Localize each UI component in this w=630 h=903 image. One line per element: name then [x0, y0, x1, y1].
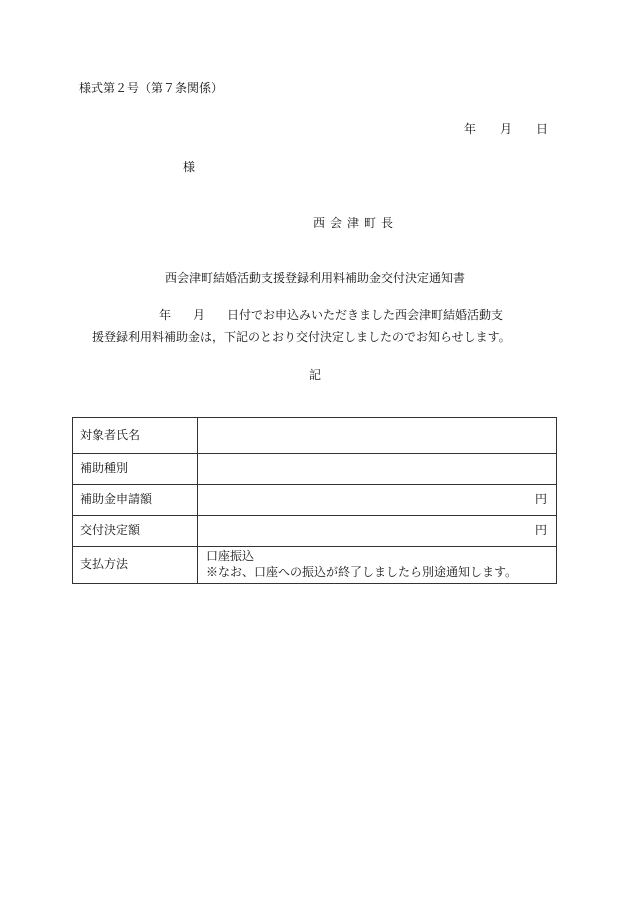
row-label: 補助種別 — [73, 454, 198, 485]
table-row — [73, 547, 557, 584]
body-line-2: 援登録利用料補助金は，下記のとおり交付決定しましたのでお知らせします。 — [92, 330, 511, 344]
issuer: 西会津町長 — [313, 216, 399, 230]
ki-heading: 記 — [308, 368, 321, 382]
form-number: 様式第２号（第７条関係） — [79, 81, 224, 95]
row-value — [198, 454, 557, 485]
date-year: 年 — [463, 122, 476, 136]
decision-table — [72, 417, 557, 584]
payment-method-value: 口座振込 — [206, 549, 255, 564]
body-year: 年 — [159, 308, 172, 322]
row-value — [198, 418, 557, 454]
row-label: 補助金申請額 — [73, 485, 198, 516]
table-row — [73, 454, 557, 485]
date-day: 日 — [535, 122, 548, 136]
addressee: 様 — [183, 160, 196, 174]
payment-method-cell — [198, 547, 557, 584]
body-month: 月 — [193, 308, 206, 322]
document-title: 西会津町結婚活動支援登録利用料補助金交付決定通知書 — [164, 271, 465, 285]
row-value: 円 — [198, 485, 557, 516]
row-label: 支払方法 — [73, 547, 198, 584]
row-value: 円 — [198, 516, 557, 547]
payment-method-note: ※なお、口座への振込が終了しましたら別途通知します。 — [206, 565, 518, 579]
row-label: 対象者氏名 — [73, 418, 198, 454]
date-line — [464, 123, 548, 135]
table-row — [73, 418, 557, 454]
body-line-1 — [159, 309, 503, 321]
body-line-1-text: 日付でお申込みいただきました西会津町結婚活動支 — [227, 308, 504, 322]
date-month: 月 — [499, 122, 512, 136]
table-row — [73, 516, 557, 547]
row-label: 交付決定額 — [73, 516, 198, 547]
table-row — [73, 485, 557, 516]
